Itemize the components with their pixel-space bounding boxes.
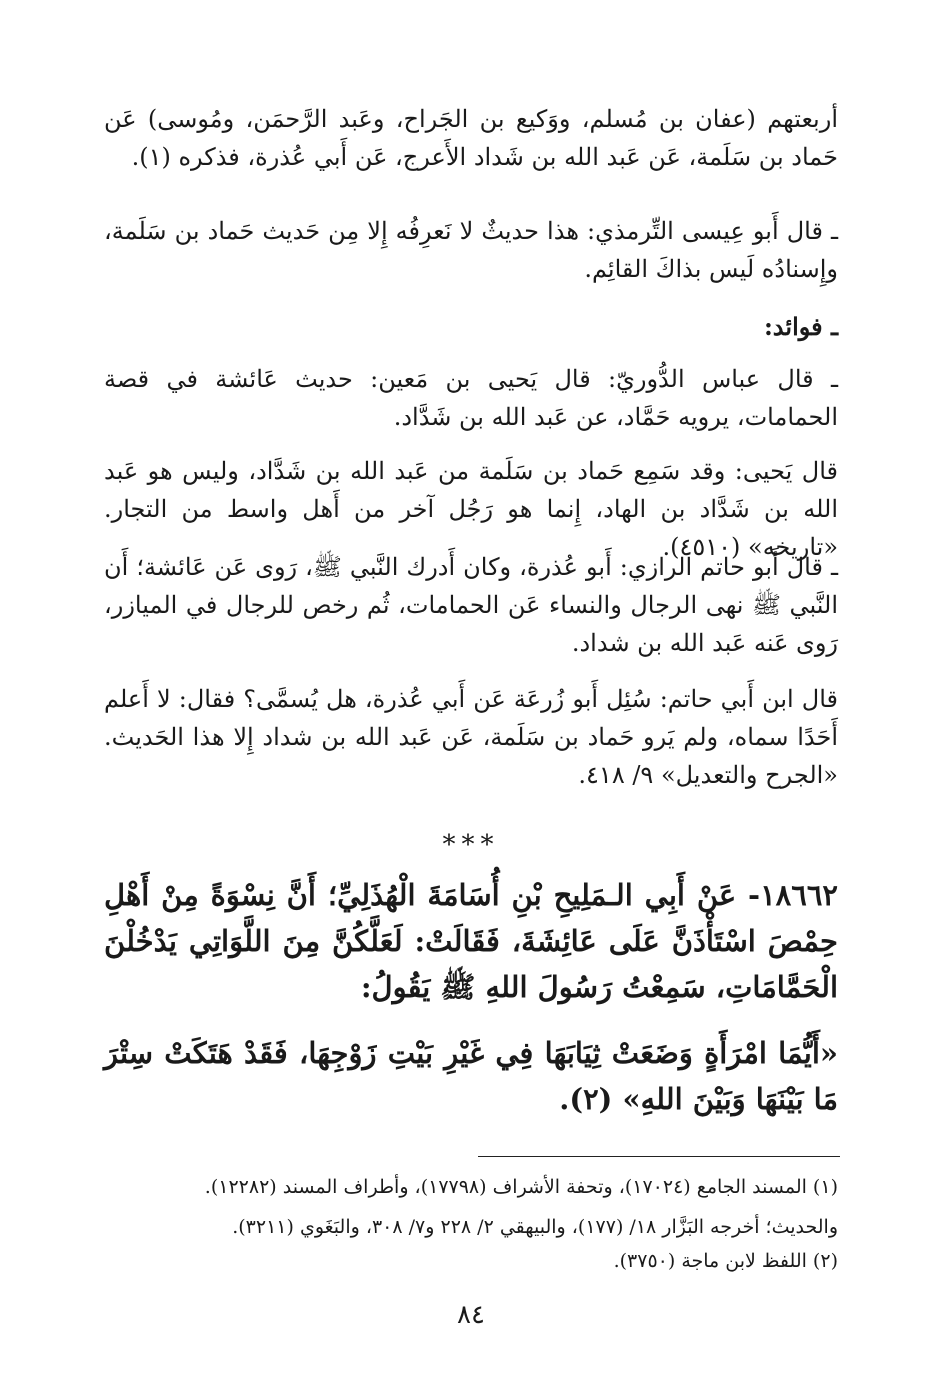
footnote-1: (١) المسند الجامع (١٧٠٢٤)، وتحفة الأشراف (١٧٧٩٨)، وأطراف المسند (١٢٢٨٢). [204,1176,838,1198]
footnote-1-continued: والحديث؛ أخرجه البَزَّار ١٨/ (١٧٧)، والبيهقي ٢/ ٢٢٨ و٧/ ٣٠٨، والبَغَوي (٣٢١١). [232,1216,838,1238]
text-paragraph-2: ـ قال أَبو عِيسى التِّرمذي: هذا حديثٌ لا نَعرِفُه إِلا مِن حَديث حَماد بن سَلَمة، وإِسنادُه لَيس بذاكَ القائِم. [104,217,838,283]
text-paragraph-6: قال ابن أَبي حاتم: سُئِل أَبو زُرعَة عَن أَبي عُذرة، هل يُسمَّى؟ فقال: لا أَعلم أَحَدًا سماه، ولم يَرو حَماد بن سَلَمة، عَن عَبد الله بن شداد إِلا هذا الحَديث. «الجرح والتعديل» ٩/ ٤١٨. [104,685,838,789]
text-paragraph-3: ـ قال عباس الدُّوريّ: قال يَحيى بن مَعين: حديث عَائشة في قصة الحمامات، يرويه حَمَّاد، عن عَبد الله بن شَدَّاد. [104,365,838,431]
footnote-divider [478,1156,840,1157]
text-paragraph-4: قال يَحيى: وقد سَمِع حَماد بن سَلَمة من عَبد الله بن شَدَّاد، وليس هو عَبد الله بن شَدَّاد بن الهاد، إِنما هو رَجُل آخر من أَهل واسط من التجار. «تاريخه» (٤٥١٠). [104,457,838,561]
hadith-quote: «أَيُّمَا امْرَأَةٍ وَضَعَتْ ثِيَابَهَا فِي غَيْرِ بَيْتِ زَوْجِهَا، فَقَدْ هَتَكَتْ سِتْرَ مَا بَيْنَهَا وَبَيْنَ اللهِ» (٢). [104,1036,838,1116]
footnote-2: (٢) اللفظ لابن ماجة (٣٧٥٠). [613,1250,838,1272]
section-separator: *** [442,830,500,860]
section-heading-benefits: ـ فوائد: [763,312,838,341]
page-number: ٨٤ [457,1300,485,1330]
text-paragraph-1: أربعتهم (عفان بن مُسلم، ووَكيع بن الجَراح، وعَبد الرَّحمَن، ومُوسى) عَن حَماد بن سَلَمة، عَن عَبد الله بن شَداد الأَعرج، عَن أَبي عُذرة، فذكره (١). [104,105,838,171]
text-paragraph-5: ـ قال أَبو حاتم الرازي: أَبو عُذرة، وكان أَدرك النَّبي ﷺ، رَوى عَن عَائشة؛ أَن النَّبي ﷺ نهى الرجال والنساء عَن الحمامات، ثُم رخص للرجال في الميازر، رَوى عَنه عَبد الله بن شداد. [104,553,839,657]
hadith-text: ١٨٦٦٢- عَنْ أَبِي الـمَلِيحِ بْنِ أُسَامَةَ الْهُذَلِيِّ؛ أَنَّ نِسْوَةً مِنْ أَهْلِ حِمْصَ اسْتَأْذَنَّ عَلَى عَائِشَةَ، فَقَالَتْ: لَعَلَّكُنَّ مِنَ اللَّوَاتِي يَدْخُلْنَ الْحَمَّامَاتِ، سَمِعْتُ رَسُولَ اللهِ ﷺ يَقُولُ: [104,878,838,1004]
